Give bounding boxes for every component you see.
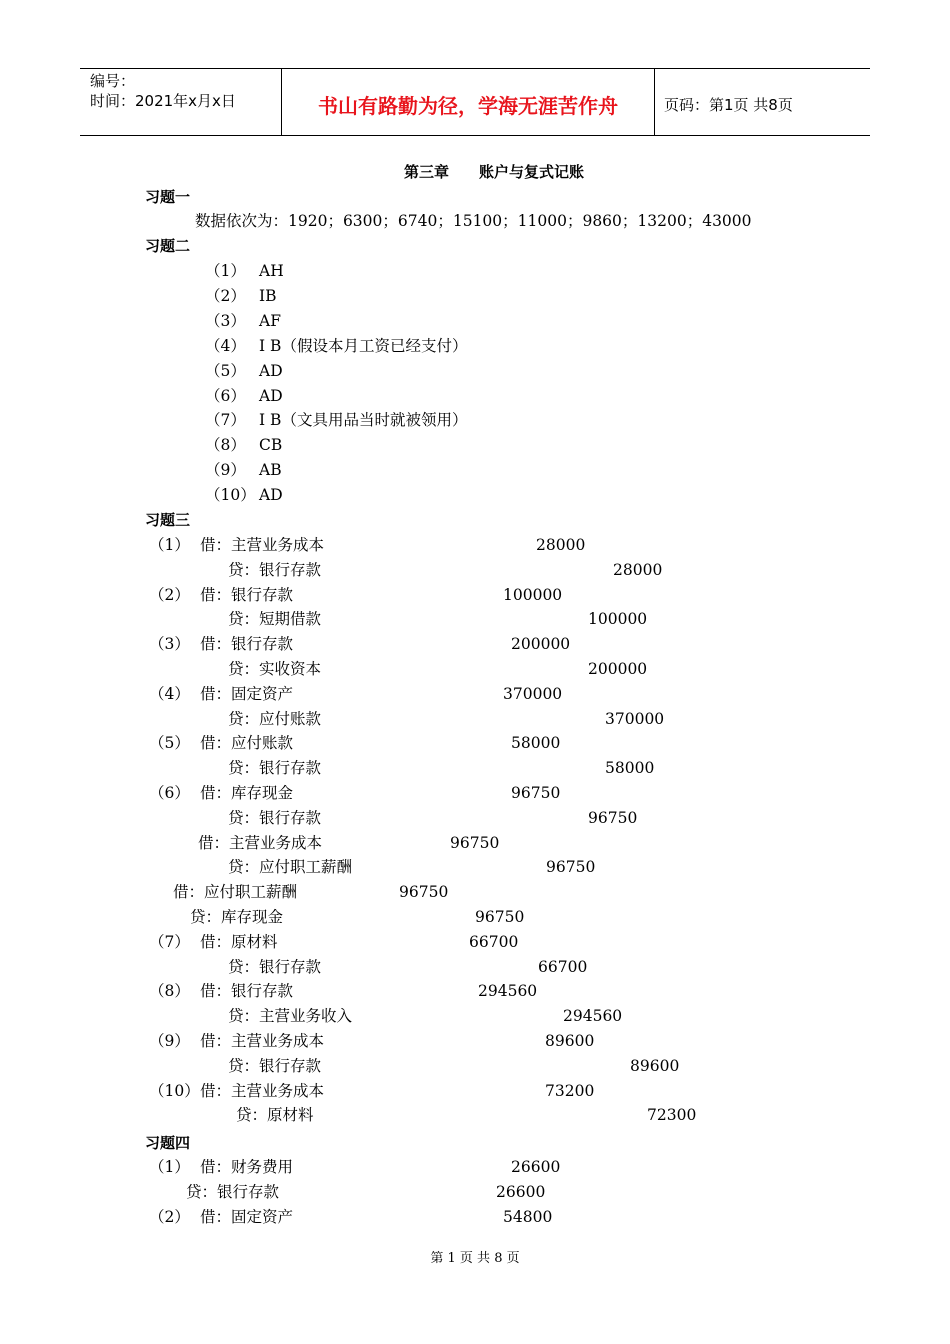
entry-number: （8） <box>149 982 190 1001</box>
answer-text: AD <box>259 486 283 505</box>
header-top-rule <box>80 68 870 69</box>
entry-account: 借：银行存款 <box>200 585 294 604</box>
entry-number: （3） <box>149 635 190 654</box>
entry-amount: 66700 <box>469 932 519 951</box>
page-footer: 第 1 页 共 8 页 <box>430 1251 520 1266</box>
entry-amount: 26600 <box>511 1158 561 1176</box>
answer-number: （8） <box>205 436 246 455</box>
exercise-2-heading: 习题二 <box>145 237 191 255</box>
entry-number: （5） <box>149 734 190 753</box>
entry-account: 借：固定资产 <box>200 1207 294 1226</box>
entry-number: （1） <box>149 536 190 554</box>
entry-amount: 54800 <box>503 1207 553 1226</box>
entry-account: 借：库存现金 <box>200 784 294 802</box>
entry-amount: 100000 <box>503 585 563 604</box>
exercise-4-heading: 习题四 <box>145 1134 191 1152</box>
entry-amount: 58000 <box>511 734 561 753</box>
entry-number: （9） <box>149 1032 190 1050</box>
entry-account: 贷：应付账款 <box>228 709 322 728</box>
entry-account: 借：主营业务成本 <box>200 1081 325 1100</box>
entry-account: 贷：库存现金 <box>190 908 284 926</box>
entry-amount: 89600 <box>630 1056 680 1075</box>
entry-number: （4） <box>149 684 190 703</box>
header-bottom-rule <box>80 135 870 136</box>
answer-text: AD <box>259 361 283 380</box>
entry-account: 借：银行存款 <box>200 635 294 654</box>
entry-number: （1） <box>149 1158 190 1176</box>
answer-number: （7） <box>205 411 246 430</box>
answer-text: AH <box>259 262 284 280</box>
entry-account: 借：固定资产 <box>200 684 294 703</box>
answer-number: （1） <box>205 262 246 280</box>
answer-text: AF <box>259 311 281 330</box>
header-divider-right <box>654 68 655 136</box>
answer-text: I B（假设本月工资已经支付） <box>259 336 468 355</box>
entry-amount: 294560 <box>563 1007 623 1026</box>
answer-text: I B（文具用品当时就被领用） <box>259 411 468 430</box>
entry-account: 贷：原材料 <box>236 1106 314 1125</box>
answer-text: AD <box>259 386 283 405</box>
entry-amount: 26600 <box>496 1182 546 1201</box>
answer-number: （10） <box>205 486 256 505</box>
entry-account: 贷：银行存款 <box>228 1056 322 1075</box>
exercise-1-heading: 习题一 <box>145 188 191 206</box>
entry-amount: 28000 <box>613 560 663 579</box>
entry-amount: 200000 <box>588 660 648 678</box>
entry-account: 贷：银行存款 <box>228 560 322 579</box>
entry-number: （6） <box>149 784 190 802</box>
chapter-title: 第三章 账户与复式记账 <box>404 163 585 181</box>
entry-amount: 370000 <box>605 709 665 728</box>
entry-account: 贷：银行存款 <box>186 1182 280 1201</box>
entry-account: 借：主营业务成本 <box>198 833 323 852</box>
answer-text: IB <box>259 286 277 305</box>
answer-number: （3） <box>205 311 246 330</box>
answer-text: CB <box>259 436 283 455</box>
entry-amount: 72300 <box>647 1106 697 1125</box>
entry-amount: 58000 <box>605 759 655 778</box>
exercise-3-heading: 习题三 <box>145 511 191 529</box>
entry-account: 借：原材料 <box>200 932 278 951</box>
entry-account: 借：主营业务成本 <box>200 536 325 554</box>
entry-account: 借：应付账款 <box>200 734 294 753</box>
entry-account: 借：应付职工薪酬 <box>173 883 298 902</box>
answer-text: AB <box>259 461 282 480</box>
entry-account: 借：财务费用 <box>200 1158 294 1176</box>
entry-number: （7） <box>149 932 190 951</box>
entry-amount: 96750 <box>399 883 449 902</box>
entry-account: 贷：实收资本 <box>228 660 322 678</box>
header-number-label: 编号： <box>90 72 136 90</box>
entry-number: （2） <box>149 585 190 604</box>
entry-number: （2） <box>149 1207 190 1226</box>
entry-amount: 96750 <box>546 858 596 877</box>
answer-number: （4） <box>205 336 246 355</box>
entry-account: 贷：短期借款 <box>228 610 322 629</box>
entry-account: 贷：银行存款 <box>228 808 322 827</box>
exercise-1-text: 数据依次为：1920；6300；6740；15100；11000；9860；13200；43000 <box>195 212 752 230</box>
entry-amount: 66700 <box>538 957 588 976</box>
entry-amount: 96750 <box>588 808 638 827</box>
entry-amount: 200000 <box>511 635 571 654</box>
header-motto: 书山有路勤为径，学海无涯苦作舟 <box>318 94 618 118</box>
entry-account: 借：主营业务成本 <box>200 1032 325 1050</box>
header-page-label: 页码：第1页 共8页 <box>664 96 793 114</box>
entry-number: （10） <box>149 1081 200 1100</box>
entry-account: 贷：主营业务收入 <box>228 1007 353 1026</box>
entry-account: 贷：银行存款 <box>228 759 322 778</box>
entry-amount: 89600 <box>545 1032 595 1050</box>
answer-number: （5） <box>205 361 246 380</box>
answer-number: （9） <box>205 461 246 480</box>
entry-account: 贷：应付职工薪酬 <box>228 858 353 877</box>
entry-amount: 28000 <box>536 536 586 554</box>
entry-amount: 100000 <box>588 610 648 629</box>
entry-account: 借：银行存款 <box>200 982 294 1001</box>
answer-number: （2） <box>205 286 246 305</box>
entry-amount: 370000 <box>503 684 563 703</box>
entry-amount: 294560 <box>478 982 538 1001</box>
answer-number: （6） <box>205 386 246 405</box>
entry-amount: 96750 <box>450 833 500 852</box>
entry-amount: 96750 <box>475 908 525 926</box>
entry-amount: 96750 <box>511 784 561 802</box>
entry-account: 贷：银行存款 <box>228 957 322 976</box>
entry-amount: 73200 <box>545 1081 595 1100</box>
header-time-label: 时间：2021年x月x日 <box>90 92 236 110</box>
